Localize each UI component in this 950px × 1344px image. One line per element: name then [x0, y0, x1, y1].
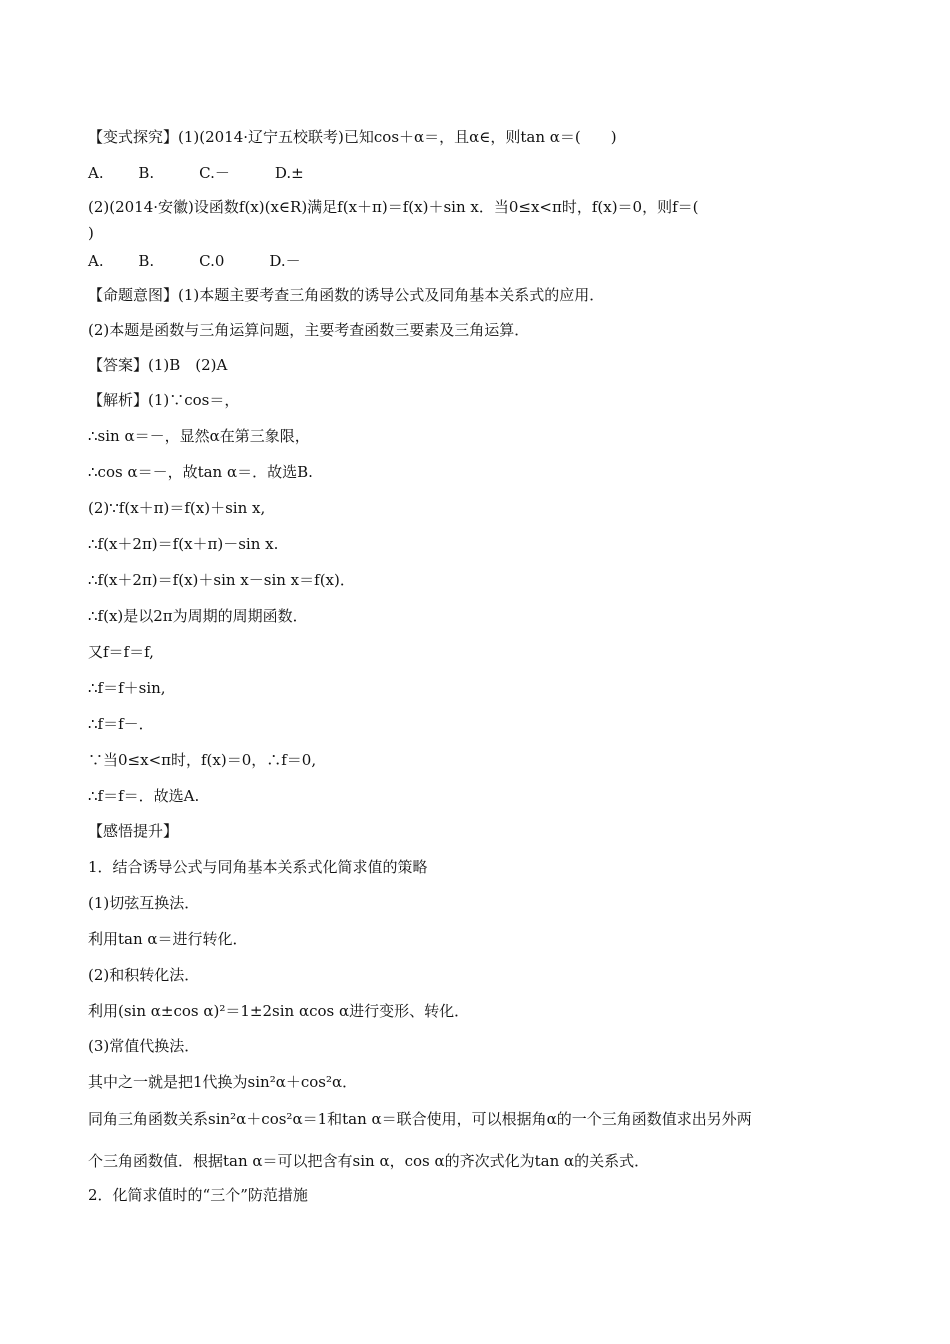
text-line: ∵当0≤x<π时，f(x)＝0，∴f＝0, [88, 751, 317, 769]
text-line: 个三角函数值．根据tan α＝可以把含有sin α，cos α的齐次式化为tan α的关系式． [88, 1152, 650, 1170]
text-line: 【感悟提升】 [88, 822, 179, 840]
text-line: 又f＝f＝f, [88, 643, 154, 661]
text-line: 其中之一就是把1代换为sin²α＋cos²α． [88, 1073, 358, 1091]
text-line: (3)常值代换法． [88, 1037, 200, 1055]
text-line: ∴f＝f＋sin, [88, 679, 166, 697]
text-line: ∴f＝f＝．故选A. [88, 787, 200, 805]
text-line: (2)本题是函数与三角运算问题，主要考查函数三要素及三角运算． [88, 321, 530, 339]
text-line: ∴cos α＝－，故tan α＝．故选B. [88, 463, 313, 481]
text-line: 同角三角函数关系sin²α＋cos²α＝1和tan α＝联合使用，可以根据角α的一个三角函数值求出另外两 [88, 1110, 752, 1128]
text-line: 【变式探究】(1)(2014·辽宁五校联考)已知cos＋α＝，且α∈，则tan α＝( ) [88, 128, 617, 146]
text-line: ) [88, 224, 94, 242]
text-line: 1．结合诱导公式与同角基本关系式化简求值的策略 [88, 858, 428, 876]
text-line: 【答案】(1)B (2)A [88, 356, 228, 374]
text-line: (2)∵f(x＋π)＝f(x)＋sin x, [88, 499, 266, 517]
text-line: A. B. C.0 D.－ [88, 252, 301, 270]
text-line: ∴sin α＝－，显然α在第三象限， [88, 427, 310, 445]
text-line: 【命题意图】(1)本题主要考查三角函数的诱导公式及同角基本关系式的应用． [88, 286, 605, 304]
text-line: 【解析】(1)∵cos＝， [88, 391, 240, 409]
text-line: ∴f(x)是以2π为周期的周期函数． [88, 607, 308, 625]
text-line: (1)切弦互换法． [88, 894, 200, 912]
text-line: ∴f＝f－． [88, 715, 154, 733]
text-line: ∴f(x＋2π)＝f(x)＋sin x－sin x＝f(x)． [88, 571, 355, 589]
text-line: ∴f(x＋2π)＝f(x＋π)－sin x. [88, 535, 279, 553]
text-line: A. B. C.－ D.± [88, 164, 304, 182]
text-line: 利用tan α＝进行转化． [88, 930, 248, 948]
text-line: (2)(2014·安徽)设函数f(x)(x∈R)满足f(x＋π)＝f(x)＋sin x．当0≤x<π时，f(x)＝0，则f＝( [88, 198, 699, 216]
text-line: 2．化简求值时的“三个”防范措施 [88, 1186, 308, 1204]
text-line: (2)和积转化法． [88, 966, 200, 984]
text-line: 利用(sin α±cos α)²＝1±2sin αcos α进行变形、转化． [88, 1002, 470, 1020]
